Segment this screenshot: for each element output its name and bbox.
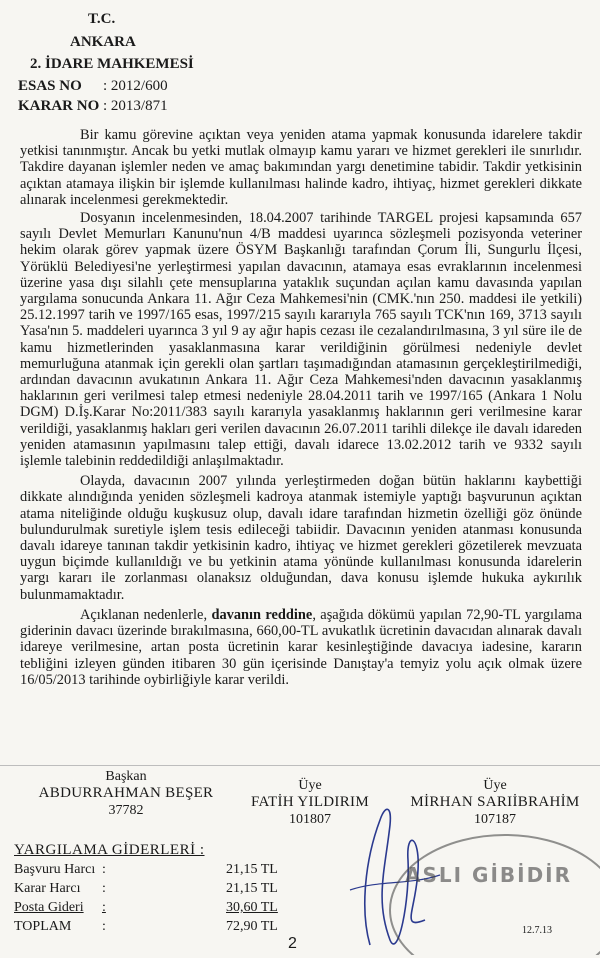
decision-body: [20, 127, 582, 688]
cost-colon: :: [102, 919, 106, 934]
closing-rest: , aşağıda dökümü yapılan 72,90-TL yargılama giderinin davacı üzerinde bırakılmasına, 660,00-TL avukatlık ücretinin davacıdan alınarak davalı idareye verilmesine, artan posta ücretinin karar kesinleştiğinde davacıya iadesine, kararın tebliğini izleyen günden itibaren 30 gün içerisinde Danıştay'a temyiz yolu açık olmak üzere 16/05/2013 tarihinde oybirliğiyle karar verildi.: [20, 606, 582, 688]
costs-table: [14, 842, 314, 938]
cost-total: 72,90 TL: [226, 919, 278, 934]
stamp-text: ASLI GİBİDİR: [405, 863, 573, 887]
cost-label: TOPLAM: [14, 919, 72, 934]
page-number: 2: [288, 935, 297, 952]
member-1-name: FATİH YILDIRIM: [251, 794, 369, 810]
city-heading: ANKARA: [70, 34, 136, 50]
cost-colon: :: [102, 881, 106, 896]
paragraph-4: [20, 607, 582, 688]
esas-value: : 2012/600: [103, 78, 168, 94]
paragraph-1: Bir kamu görevine açıktan veya yeniden atama yapmak konusunda idarelere takdir yetkisi tanınmıştır. Ancak bu yetki mutlak olmayıp kamu yararı ve hizmet gerekleri ile sınırlıdır. Takdire dayanan işlemler neden ve amaç bakımından yargı denetimine tabidir. Takdir yetkisinin açıktan atamaya ilişkin bir işlemde kullanılması halinde kadro, ihtiyaç, hizmet gerekleri dikkate alınarak incelenmesi gerekmektedir.: [20, 127, 582, 208]
member-2-number: 107187: [474, 812, 516, 827]
cost-colon: :: [102, 862, 106, 877]
chair-name: ABDURRAHMAN BEŞER: [38, 785, 214, 801]
chair-title: Başkan: [105, 769, 147, 784]
cost-label: Karar Harcı: [14, 881, 81, 896]
karar-label: KARAR NO: [18, 98, 100, 114]
paragraph-2: Dosyanın incelenmesinden, 18.04.2007 tarihinde TARGEL projesi kapsamında 657 sayılı Devlet Memurları Kanunu'nun 4/B maddesi uyarınca sözleşmeli pozisyonda veteriner hekim olarak görev yapmak üzere ÖSYM Başkanlığı tarafından Çorum İli, Sungurlu İlçesi, Yörüklü Belediyesi'ne yerleştirmesi yapılan davacının, atamaya esas evraklarının incelenmesi üzerine yasa dışı silahlı çete mensuplarına yataklık suçundan açılan kamu davasında yapılan yargılama sonucunda Ankara 11. Ağır Ceza Mahkemesi'nin (CMK.'nın 250. maddesi ile yetkili) 25.12.1997 tarih ve 1997/165 esas, 1997/215 sayılı kararıyla 765 sayılı TCK'nın 169, 3713 sayılı Yasa'nın 5. maddeleri uyarınca 3 yıl 9 ay ağır hapis cezası ile cezalandırılmasına, 3 yıl süre ile de kamu hizmetlerinden yasaklanmasına karar verildiğinin görülmesi nedeniyle devlet memurluğuna atanmak için gerekli olan şartları taşımadığından atamasının gerçekleştirilmediği, ardından davacının avukatının Ankara 11. Ağır Ceza Mahkemesi'nden davacının yasaklanmış haklarının geri verilmesi talep etmesi nedeniyle 28.04.2011 tarih ve 1997/165 (Ankara 1 Nolu DGM) D.İş.Karar No:2011/383 sayılı kararıyla yasaklanmış haklarının geri verilmesine karar verildiği, yasaklanmış hakları geri verilen davacının 26.07.2011 tarihli dilekçe ile davalı idareden yeniden atamasının yapılmasını talep ettiği, davalı idarece 13.02.2012 tarih ve 9332 sayılı işlemle talebinin reddedildiği anlaşılmaktadır.: [20, 210, 582, 470]
paragraph-3: Olayda, davacının 2007 yılında yerleştirmeden doğan bütün haklarını kaybettiği dikkate alındığında yeniden sözleşmeli kadroya atanmak istemiyle yaptığı başvurunun açıktan atama niteliğinde olduğu kuşkusuz olup, davalı idare tarafından hizmetin özelliği göz önünde bulundurulmak suretiyle işlem tesis edileceği tabiidir. Davacının yeniden atanması konusunda davalı idareye tanınan takdir yetkisinin kadro, ihtiyaç ve hizmet gerekleri gözetilerek mevzuata uygun biçimde kullanıldığı ve bu yetkinin atama yönünde kullanılması konusunda idarelerin yargı kararı ile zorlanması olanaksız olduğundan, dava konusu işlemde hukuka aykırılık bulunmamaktadır.: [20, 473, 582, 603]
cost-row: [14, 881, 314, 900]
cost-amount: 21,15 TL: [226, 862, 278, 877]
footer-date: 12.7.13: [522, 925, 552, 936]
cost-row: [14, 900, 314, 919]
esas-label: ESAS NO: [18, 78, 82, 94]
karar-value: : 2013/871: [103, 98, 168, 114]
closing-intro: Açıklanan nedenlerle,: [80, 606, 208, 623]
court-heading: 2. İDARE MAHKEMESİ: [30, 56, 194, 72]
certified-copy-stamp: [375, 790, 600, 955]
chair-number: 37782: [108, 803, 144, 818]
cost-colon: :: [102, 900, 106, 915]
cost-label: Posta Gideri: [14, 900, 84, 915]
verdict-text: davanın reddine: [211, 606, 313, 623]
cost-row: [14, 919, 314, 938]
tc-heading: T.C.: [88, 11, 116, 27]
signature-divider: [0, 765, 600, 766]
member-2-name: MİRHAN SARIİBRAHİM: [410, 794, 580, 810]
signature-chair: [26, 768, 226, 819]
cost-row: [14, 862, 314, 881]
cost-label: Başvuru Harcı: [14, 862, 96, 877]
member-1-number: 101807: [289, 812, 331, 827]
member-1-title: Üye: [298, 778, 322, 793]
cost-amount: 30,60 TL: [226, 900, 278, 915]
cost-amount: 21,15 TL: [226, 881, 278, 896]
costs-heading: YARGILAMA GİDERLERİ :: [14, 842, 205, 858]
member-2-title: Üye: [483, 778, 507, 793]
